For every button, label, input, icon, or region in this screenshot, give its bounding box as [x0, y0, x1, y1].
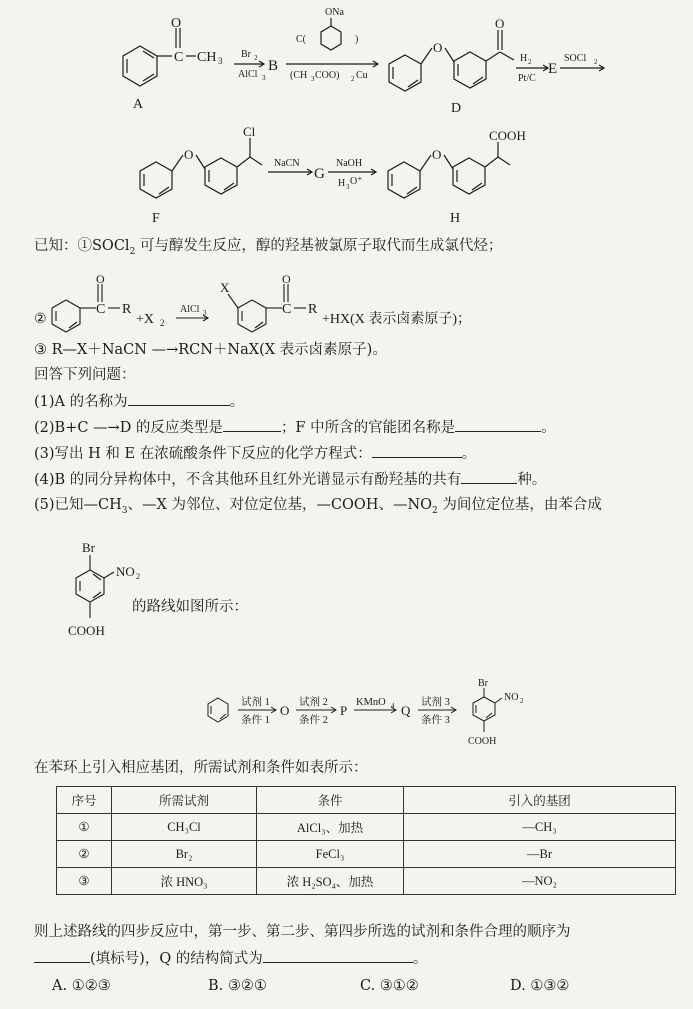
route-caption: 的路线如图所示：: [132, 599, 248, 615]
svg-text:试剂 3: 试剂 3: [421, 697, 450, 708]
svg-text:O: O: [184, 147, 194, 162]
question-4: (4)B 的同分异构体中，不含其他环且红外光谱显示有酚羟基的共有 种。: [34, 469, 546, 490]
option-a[interactable]: A. ①②③: [52, 978, 111, 994]
svg-text:2: 2: [520, 697, 524, 705]
known-intro: 已知：①SOCl$_2$ 可与醇发生反应，醇的羟基被氯原子取代而生成氯代烃；: [34, 238, 503, 257]
cell-index: ①: [57, 814, 112, 841]
svg-text:COO): COO): [315, 70, 340, 81]
cell-index: ②: [57, 841, 112, 868]
table-header-row: [57, 787, 676, 814]
option-b[interactable]: B. ③②①: [208, 978, 267, 994]
table-row: [57, 868, 676, 895]
option-d[interactable]: D. ①③②: [510, 978, 570, 994]
question-2: (2)B+C —→D 的反应类型是 ；F 中所含的官能团名称是 。: [34, 417, 556, 438]
carbonyl-o: O: [171, 16, 182, 31]
question-1: (1)A 的名称为 。: [34, 391, 244, 412]
svg-text:O: O: [433, 40, 443, 55]
svg-text:O⁺: O⁺: [350, 176, 363, 187]
svg-text:COOH: COOH: [468, 736, 497, 747]
svg-text:P: P: [340, 703, 348, 718]
svg-text:(CH: (CH: [290, 70, 308, 81]
svg-text:C(: C(: [296, 34, 306, 45]
header-condition: 条件: [257, 787, 404, 814]
svg-text:2: 2: [594, 58, 598, 66]
svg-text:CH: CH: [197, 50, 217, 65]
svg-text:Pt/C: Pt/C: [518, 73, 536, 84]
svg-text:条件 1: 条件 1: [241, 715, 270, 726]
svg-text:条件 3: 条件 3: [421, 715, 450, 726]
label-e: E: [548, 61, 558, 77]
svg-text:+X: +X: [136, 312, 155, 327]
cell-reagent: 浓 HNO₃: [112, 868, 257, 895]
svg-text:NO: NO: [116, 564, 135, 579]
cell-condition: FeCl₃: [257, 841, 404, 868]
cell-condition: 浓 H₂SO₄、加热: [257, 868, 404, 895]
svg-text:3: 3: [203, 309, 207, 317]
svg-text:C: C: [174, 50, 184, 65]
svg-text:2: 2: [528, 58, 532, 66]
cell-group: —CH₃: [404, 814, 676, 841]
svg-text:H: H: [520, 53, 528, 64]
svg-text:R: R: [308, 302, 318, 317]
cell-reagent: Br₂: [112, 841, 257, 868]
label-f: F: [152, 211, 160, 226]
svg-text:C: C: [96, 302, 106, 317]
option-c[interactable]: C. ③①②: [360, 978, 419, 994]
svg-text:AlCl: AlCl: [238, 69, 258, 80]
svg-text:ONa: ONa: [325, 7, 344, 18]
question-5: (5)已知$—CH_3$、—X 为邻位、对位定位基，—COOH、$—NO_2$ 为间位定位基，由苯合成: [34, 497, 602, 516]
cell-index: ③: [57, 868, 112, 895]
svg-text:): ): [355, 34, 359, 45]
label-g: G: [314, 166, 325, 182]
known-item-3: ③ R—X＋NaCN —→RCN＋NaX(X 表示卤素原子)。: [34, 342, 387, 358]
svg-text:Cl: Cl: [243, 124, 256, 139]
table-row: [57, 814, 676, 841]
header-reagent: 所需试剂: [112, 787, 257, 814]
svg-text:3: 3: [218, 56, 223, 66]
svg-text:4: 4: [391, 702, 395, 710]
svg-text:O: O: [432, 147, 442, 162]
svg-text:Br: Br: [82, 540, 95, 555]
reagent-table: [56, 786, 676, 895]
cell-reagent: CH₃Cl: [112, 814, 257, 841]
svg-text:NaOH: NaOH: [336, 158, 363, 169]
svg-text:Br: Br: [241, 49, 251, 60]
question-3: (3)写出 H 和 E 在浓硫酸条件下反应的化学方程式： 。: [34, 443, 476, 464]
svg-text:X: X: [220, 280, 230, 295]
svg-text:NO: NO: [504, 692, 519, 703]
label-a: A: [133, 97, 144, 112]
cell-group: —NO₂: [404, 868, 676, 895]
svg-text:C: C: [282, 302, 292, 317]
svg-text:R: R: [122, 302, 132, 317]
svg-text:2: 2: [136, 572, 140, 581]
label-d: D: [451, 101, 462, 116]
svg-text:Cu: Cu: [356, 70, 368, 81]
svg-text:Q: Q: [401, 703, 411, 718]
svg-text:H: H: [338, 178, 346, 189]
cell-group: —Br: [404, 841, 676, 868]
answer-blank-5a[interactable]: [34, 948, 90, 963]
cell-condition: AlCl₃、加热: [257, 814, 404, 841]
table-intro: 在苯环上引入相应基团，所需试剂和条件如表所示：: [34, 760, 368, 776]
svg-text:AlCl: AlCl: [180, 304, 200, 315]
header-group: 引入的基团: [404, 787, 676, 814]
svg-text:O: O: [96, 272, 105, 286]
svg-text:条件 2: 条件 2: [299, 715, 328, 726]
svg-text:O: O: [280, 703, 290, 718]
svg-text:3: 3: [262, 74, 266, 82]
svg-text:试剂 1: 试剂 1: [241, 697, 270, 708]
svg-text:O: O: [282, 272, 291, 286]
questions-lead: 回答下列问题：: [34, 367, 136, 383]
svg-text:+HX(X 表示卤素原子)；: +HX(X 表示卤素原子)；: [322, 312, 472, 327]
svg-text:KMnO: KMnO: [356, 697, 386, 708]
svg-text:COOH: COOH: [68, 623, 105, 638]
svg-text:2: 2: [160, 318, 165, 328]
svg-text:O: O: [495, 16, 505, 31]
svg-text:NaCN: NaCN: [274, 158, 300, 169]
svg-text:试剂 2: 试剂 2: [299, 697, 328, 708]
table-row: [57, 841, 676, 868]
label-h: H: [450, 211, 461, 226]
svg-text:2: 2: [351, 75, 355, 83]
svg-text:COOH: COOH: [489, 128, 526, 143]
label-b: B: [268, 58, 279, 74]
svg-text:2: 2: [254, 54, 258, 62]
answer-blank-5b[interactable]: [263, 948, 413, 963]
svg-text:3: 3: [311, 75, 315, 83]
svg-text:②: ②: [34, 312, 47, 327]
svg-text:SOCl: SOCl: [564, 53, 587, 64]
header-index: 序号: [57, 787, 112, 814]
final-question-line-1: 则上述路线的四步反应中，第一步、第二步、第四步所选的试剂和条件合理的顺序为: [34, 924, 571, 940]
final-question-line-2: (填标号)，Q 的结构简式为 。: [34, 948, 427, 969]
svg-text:Br: Br: [478, 678, 488, 689]
svg-text:3: 3: [346, 183, 350, 191]
